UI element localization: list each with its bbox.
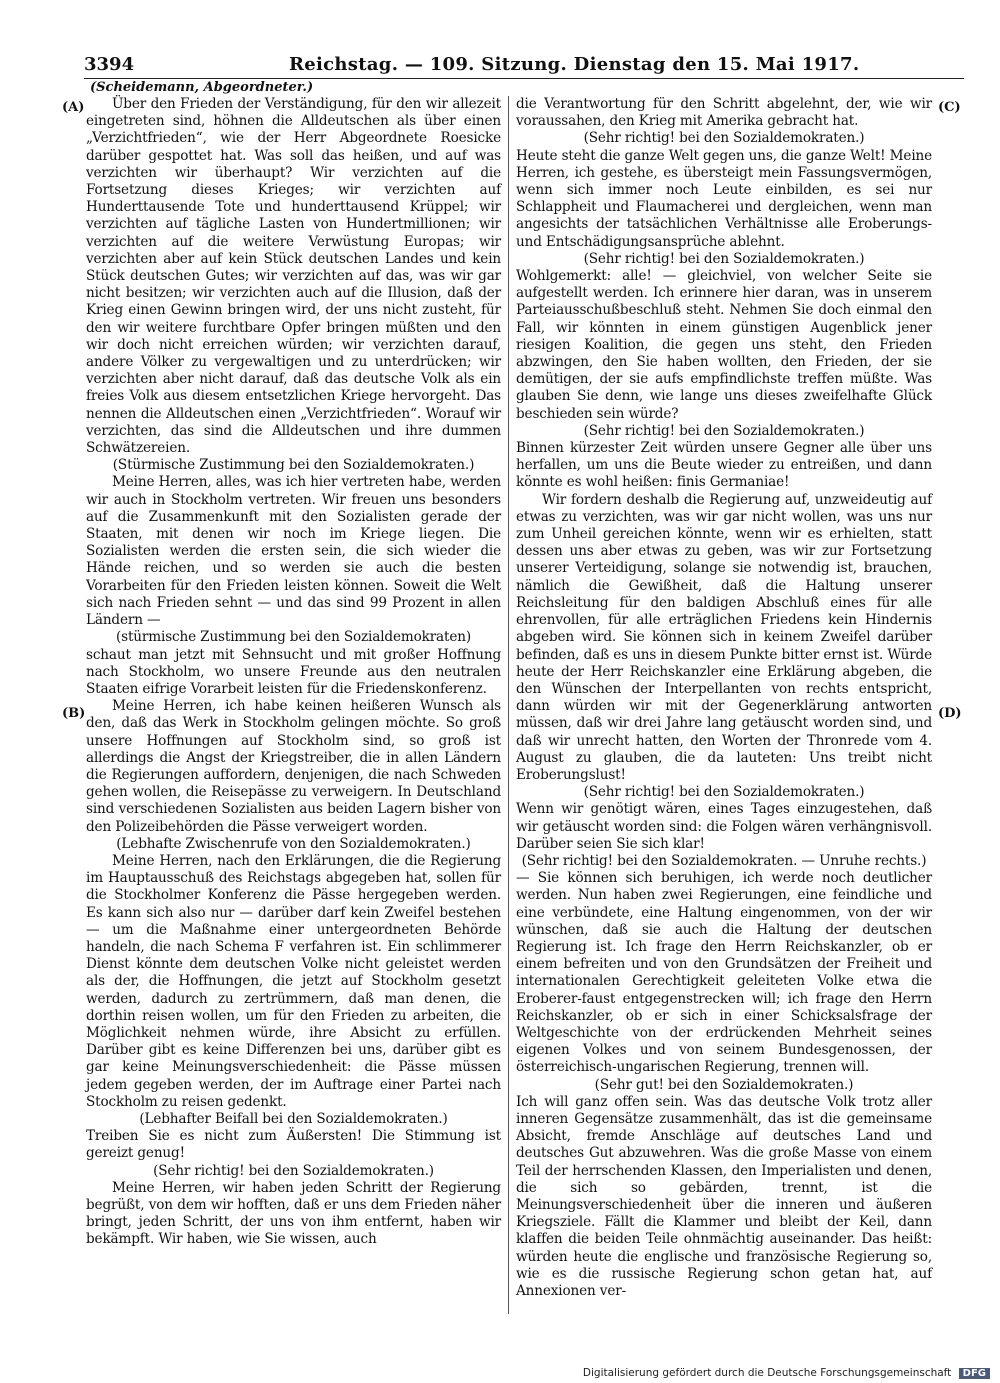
paragraph: Meine Herren, wir haben jeden Schritt der Regierung begrüßt, von dem wir hofften, daß er uns dem Frieden näher bringt, jeden Schritt, der uns von ihm entfernt, haben wir bekämpft. Wir haben, wie Sie wissen, auch — [86, 1179, 501, 1248]
margin-marker-c: (C) — [938, 100, 961, 115]
interjection: (stürmische Zustimmung bei den Sozialdemokraten) — [116, 629, 471, 646]
interjection: (Lebhafte Zwischenrufe von den Sozialdemokraten.) — [116, 835, 471, 852]
left-column — [86, 96, 501, 1249]
interjection: (Sehr richtig! bei den Sozialdemokraten.) — [583, 784, 865, 801]
interjection: (Sehr richtig! bei den Sozialdemokraten.) — [583, 130, 865, 147]
interjection: (Sehr gut! bei den Sozialdemokraten.) — [594, 1076, 854, 1093]
page-number: 3394 — [84, 54, 135, 75]
interjection: (Lebhafter Beifall bei den Sozialdemokraten.) — [139, 1110, 448, 1127]
page-header — [84, 52, 964, 79]
paragraph: Wenn wir genötigt wären, eines Tages einzugestehen, daß wir getäuscht worden sind: die Folgen wären verhängnisvoll. Darüber seien Sie sich klar! — [516, 801, 932, 852]
paragraph: Über den Frieden der Verständigung, für den wir allezeit eingetreten sind, höhnen die Alldeutschen als über einen „Verzichtfrieden“, wie der Herr Abgeordnete Roesicke darüber gespottet hat. Was soll das heißen, und auf was verzichten wir überhaupt? Wir verzichten auf die Fortsetzung dieses Krieges; wir verzichten auf Hunderttausende Tote und hunderttausend Krüppel; wir verzichten auf tägliche Lasten von Hundertmillionen; wir verzichten auf die weitere Verwüstung Europas; wir verzichten aber auf kein Stück deutschen Landes und kein Stück deutschen Gutes; wir verzichten auf das, was wir gar nicht besitzen; wir verzichten auch auf die Illusion, daß der Krieg einen Gewinn bringen wird, der uns nicht zusteht, für den wir weitere furchtbare Opfer bringen müßten und den wir doch nicht erreichen würden; wir verzichten darauf, andere Völker zu vergewaltigen und zu unterdrücken; wir verzichten aber nicht darauf, daß das deutsche Volk als ein freies Volk aus diesem entsetzlichen Kriege hervorgeht. Das nennen die Alldeutschen einen „Verzichtfrieden“. Worauf wir verzichten, das sind die Alldeutschen und ihre dummen Schwätzereien. — [86, 96, 501, 457]
paragraph: Meine Herren, ich habe keinen heißeren Wunsch als den, daß das Werk in Stockholm gelingen möchte. So groß unsere Hoffnungen auf Stockholm sind, so groß ist allerdings die Angst der Kriegstreiber, die in allen Ländern die Regierungen auffordern, denjenigen, die nach Schweden gehen wollen, die Reisepässe zu verweigern. In Deutschland sind verschiedenen Sozialisten aus beiden Lagern bisher von den Polizeibehörden die Pässe verweigert worden. — [86, 698, 501, 835]
paragraph: die Verantwortung für den Schritt abgelehnt, der, wie wir voraussahen, den Krieg mit Amerika gebracht hat. — [516, 96, 932, 130]
speaker-label: (Scheidemann, Abgeordneter.) — [90, 80, 314, 95]
paragraph: Binnen kürzester Zeit würden unsere Gegner alle über uns herfallen, um uns die Beute wieder zu entreißen, und dann könnte es wohl heißen: finis Germaniae! — [516, 440, 932, 491]
paragraph: Meine Herren, nach den Erklärungen, die die Regierung im Hauptausschuß des Reichstags abgegeben hat, sollen für die Stockholmer Konferenz die Pässe hergegeben werden. Es kann sich also nur — darüber darf kein Zweifel bestehen — um die Maßnahme einer untergeordneten Behörde handeln, die nach Schema F verfahren ist. Ein schlimmerer Dienst könnte dem deutschen Volke nicht geleistet werden als der, die Hoffnungen, die jetzt auf Stockholm gesetzt werden, dadurch zu zertrümmern, daß man denen, die dorthin reisen wollen, um für den Frieden zu arbeiten, die Möglichkeit nehmen würde, ihre Absicht zu erfüllen. Darüber gibt es keine Differenzen bei uns, darüber gibt es gar keine Meinungsverschiedenheit: die Pässe müssen jedem gegeben werden, der im Auftrage einer Partei nach Stockholm zu reisen gedenkt. — [86, 852, 501, 1110]
paragraph: Treiben Sie es nicht zum Äußersten! Die Stimmung ist gereizt genug! — [86, 1128, 501, 1162]
paragraph: Heute steht die ganze Welt gegen uns, die ganze Welt! Meine Herren, ich gestehe, es übersteigt mein Fassungsvermögen, wenn sich immer noch Leute einbilden, es sei nur Schlappheit und Flaumacherei und dergleichen, wenn man angesichts der tatsächlichen Verhältnisse alle Eroberungs- und Entschädigungsansprüche ablehnt. — [516, 147, 933, 250]
dfg-logo: DFG — [959, 1368, 990, 1379]
interjection: (Sehr richtig! bei den Sozialdemokraten.) — [583, 250, 865, 267]
margin-marker-a: (A) — [62, 100, 85, 115]
interjection: (Stürmische Zustimmung bei den Sozialdemokraten.) — [112, 457, 475, 474]
page-title: Reichstag. — 109. Sitzung. Dienstag den 15. Mai 1917. — [289, 54, 860, 75]
footer-text: Digitalisierung gefördert durch die Deutsche Forschungsgemeinschaft — [582, 1367, 952, 1379]
paragraph: Meine Herren, alles, was ich hier vertreten habe, werden wir auch in Stockholm vertreten. Wir freuen uns besonders auf die Zusammenkunft mit den Sozialisten gerade der Staaten, mit denen wir noch im Kriege liegen. Die Sozialisten werden die ersten sein, die sich wieder die Hände reichen, und so werden sie auch die besten Vorarbeiten für den Frieden leisten können. Soweit die Welt sich nach Frieden sehnt — und das sind 99 Prozent in allen Ländern — — [86, 474, 501, 629]
paragraph: Wir fordern deshalb die Regierung auf, unzweideutig auf etwas zu verzichten, was wir gar nicht wollen, was uns nur zum Unheil gereichen könnte, wenn wir es erhielten, statt dessen uns aber etwas zu geben, was wir zur Fortsetzung unserer Verteidigung, solange sie notwendig ist, brauchen, nämlich die Gewißheit, daß die Haltung unserer Reichsleitung für den baldigen Abschluß eines für alle ehrenvollen, für alle erträglichen Friedens kein Hindernis abgeben wird. Sie können sich in keinem Zweifel darüber befinden, daß es uns in diesem Punkte bitter ernst ist. Würde heute der Herr Reichskanzler eine Erklärung abgeben, die den Wünschen der Interpellanten von rechts entspricht, dann würden wir mit der Gegenerklärung antworten müssen, daß wir drei Jahre lang getäuscht worden sind, und daß wir unrecht hatten, den Worten der Thronrede vom 4. August zu glauben, die da lauteten: Uns treibt nicht Eroberungslust! — [516, 491, 932, 783]
margin-marker-d: (D) — [938, 706, 962, 721]
footer-credit — [583, 1367, 990, 1379]
paragraph: — Sie können sich beruhigen, ich werde noch deutlicher werden. Nun haben zwei Regierungen, eine feindliche und eine verbündete, eine Haltung eingenommen, von der wir wünschen, daß sie auch die Haltung der deutschen Regierung ist. Ich frage den Herrn Reichskanzler, ob er einem befreiten und von den Grundsätzen der Freiheit und internationalen Gerechtigkeit geleiteten Volke etwa die Eroberer-faust entgegenstrecken will; ich frage den Herrn Reichskanzler, ob er sich in einer Schicksalsfrage der Weltgeschichte von der erdrückenden Mehrheit seines eigenen Volkes und von seinem Bundesgenossen, der österreichisch-ungarischen Regierung, trennen will. — [516, 870, 932, 1076]
interjection: (Sehr richtig! bei den Sozialdemokraten.) — [153, 1162, 434, 1179]
right-column — [516, 96, 932, 1300]
interjection: (Sehr richtig! bei den Sozialdemokraten.) — [583, 422, 865, 439]
column-divider — [508, 96, 509, 1314]
interjection: (Sehr richtig! bei den Sozialdemokraten. — Unruhe rechts.) — [521, 852, 927, 869]
margin-marker-b: (B) — [62, 706, 86, 721]
paragraph: Ich will ganz offen sein. Was das deutsche Volk trotz aller inneren Gegensätze zusammenhält, das ist die gemeinsame Absicht, fremde Anschläge auf deutsches Land und deutsches Gut abzuwehren. Was die große Masse von einem Teil der herrschenden Klassen, den Imperialisten und denen, die sich so gebärden, trennt, ist die Meinungsverschiedenheit über die inneren und äußeren Kriegsziele. Fällt die Klammer und bleibt der Keil, dann klaffen die beiden Teile ohnmächtig auseinander. Das heißt: würden heute die englische und französische Regierung so, wie es die russische Regierung schon getan hat, auf Annexionen ver- — [516, 1093, 932, 1300]
paragraph: Wohlgemerkt: alle! — gleichviel, von welcher Seite sie aufgestellt werden. Ich erinnere hier daran, was in unserem Parteiausschußbeschluß steht. Nehmen Sie doch einmal den Fall, wir könnten in einem günstigen Augenblick jener riesigen Koalition, die gegen uns steht, den Frieden abzwingen, den Sie haben wollten, den Frieden, der sie demütigen, der sie aufs empfindlichste treffen müßte. Was glauben Sie denn, wie lange uns dieses zweifelhafte Glück beschieden sein würde? — [516, 268, 932, 422]
paragraph: schaut man jetzt mit Sehnsucht und mit großer Hoffnung nach Stockholm, wo unsere Freunde aus den neutralen Staaten eifrige Vorarbeit leisten für die Friedenskonferenz. — [86, 646, 501, 697]
